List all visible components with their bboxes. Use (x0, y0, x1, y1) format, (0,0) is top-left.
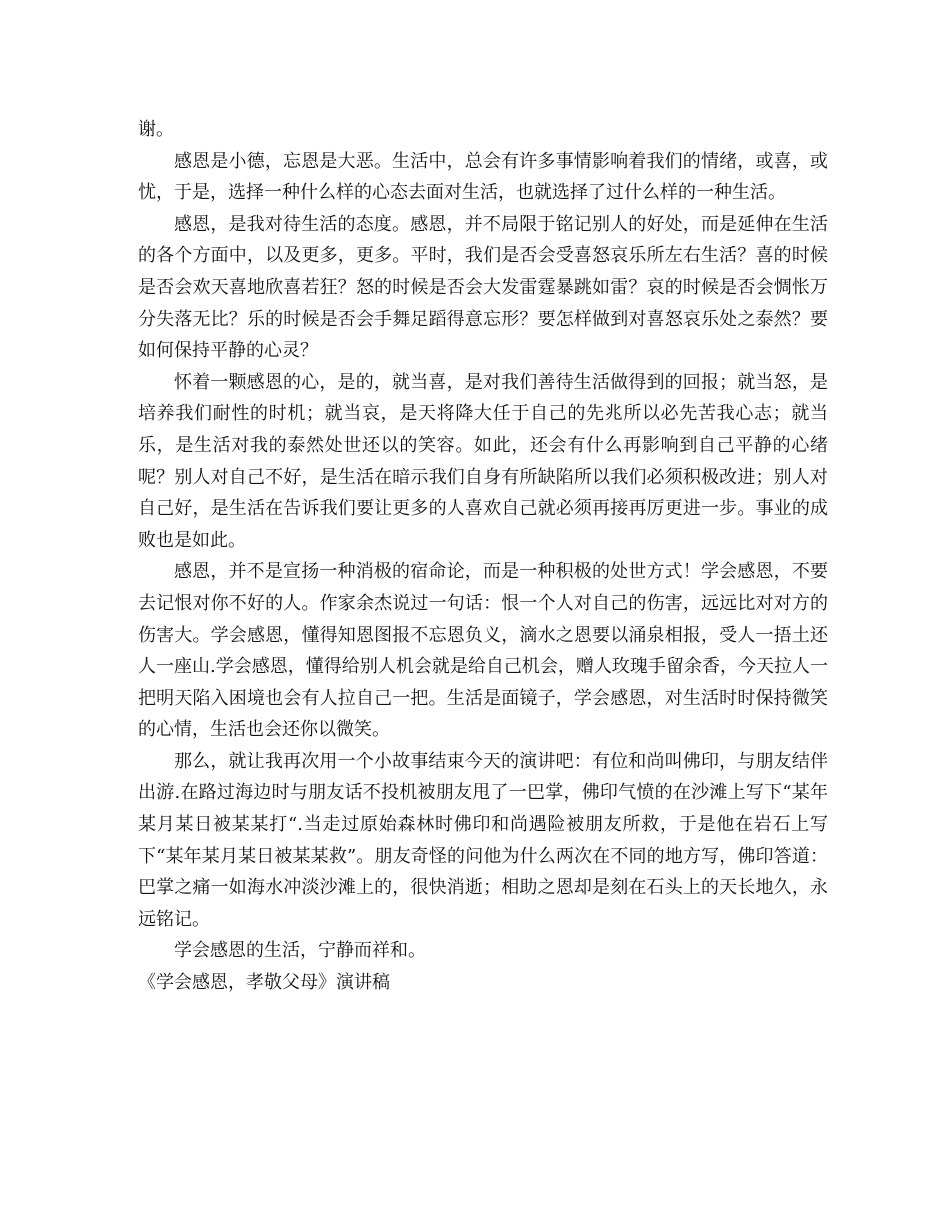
paragraph-6: 那么，就让我再次用一个小故事结束今天的演讲吧：有位和尚叫佛印，与朋友结伴出游.在路过海边时与朋友话不投机被朋友甩了一巴掌，佛印气愤的在沙滩上写下“某年某月某日被某某打“.当走过原始森林时佛印和尚遇险被朋友所救，于是他在岩石上写下“某年某月某日被某某救”。朋友奇怪的问他为什么两次在不同的地方写，佛印答道：巴掌之痛一如海水冲淡沙滩上的，很快消逝；相助之恩却是刻在石头上的天长地久，永远铭记。 (138, 750, 828, 930)
paragraph-7: 学会感恩的生活，宁静而祥和。 (174, 940, 426, 962)
paragraph-4: 怀着一颗感恩的心，是的，就当喜，是对我们善待生活做得到的回报；就当怒，是培养我们耐性的时机；就当哀，是天将降大任于自己的先兆所以必先苦我心志；就当乐，是生活对我的泰然处世还以的笑容。如此，还会有什么再影响到自己平静的心绪呢？别人对自己不好，是生活在暗示我们自身有所缺陷所以我们必须积极改进；别人对自己好，是生活在告诉我们要让更多的人喜欢自己就必须再接再厉更进一步。事业的成败也是如此。 (138, 371, 828, 551)
paragraph-1: 谢。 (138, 119, 174, 140)
paragraph-2: 感恩是小德，忘恩是大恶。生活中，总会有许多事情影响着我们的情绪，或喜，或忧，于是，选择一种什么样的心态去面对生活，也就选择了过什么样的一种生活。 (138, 150, 828, 204)
paragraph-5: 感恩，并不是宣扬一种消极的宿命论，而是一种积极的处世方式！学会感恩，不要去记恨对你不好的人。作家余杰说过一句话：恨一个人对自己的伤害，远远比对对方的伤害大。学会感恩，懂得知恩图报不忘恩负义，滴水之恩要以涌泉相报，受人一捂土还人一座山.学会感恩，懂得给别人机会就是给自己机会，赠人玫瑰手留余香，今天拉人一把明天陷入困境也会有人拉自己一把。生活是面镜子，学会感恩，对生活时时保持微笑的心情，生活也会还你以微笑。 (138, 561, 828, 741)
paragraph-3: 感恩，是我对待生活的态度。感恩，并不局限于铭记别人的好处，而是延伸在生活的各个方面中，以及更多，更多。平时，我们是否会受喜怒哀乐所左右生活？喜的时候是否会欢天喜地欣喜若狂？怒的时候是否会大发雷霆暴跳如雷？哀的时候是否会惆怅万分失落无比？乐的时候是否会手舞足蹈得意忘形？要怎样做到对喜怒哀乐处之泰然？要如何保持平静的心灵？ (138, 213, 828, 362)
document-body (138, 114, 828, 999)
speech-title-line: 《学会感恩，孝敬父母》演讲稿 (138, 972, 390, 994)
